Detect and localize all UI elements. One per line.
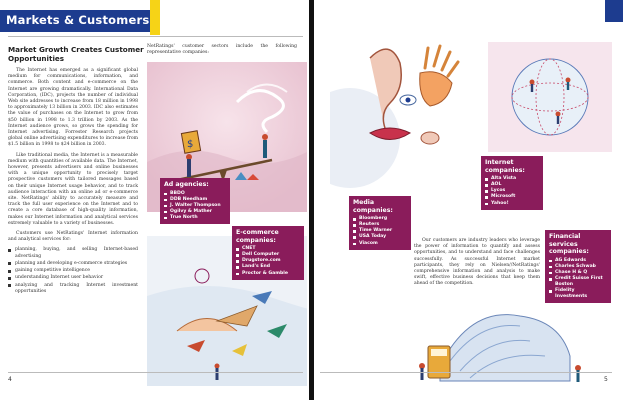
callout-financial xyxy=(545,230,611,303)
company-item: Viacom xyxy=(353,241,407,247)
company-item: Yahoo! xyxy=(485,201,539,207)
list-item: analyzing and tracking Internet investment opportunities xyxy=(8,283,138,295)
company-item: Bloomberg xyxy=(353,216,407,222)
callout-media xyxy=(349,196,411,250)
left-body xyxy=(8,68,138,296)
company-item: Microsoft xyxy=(485,194,539,200)
list-item: planning and developing e-commerce strategies xyxy=(8,261,138,267)
callout-ecommerce xyxy=(232,226,304,280)
company-item: Drugstore.com xyxy=(236,258,300,264)
company-item: Land's End xyxy=(236,264,300,270)
face-hands-illustration xyxy=(330,28,470,198)
header-accent xyxy=(150,0,160,35)
company-item: USA Today xyxy=(353,234,407,240)
company-item: Fidelity Investments xyxy=(549,288,607,300)
header-rule xyxy=(8,36,303,37)
page-number: 4 xyxy=(8,376,12,383)
callout-title: Media companies: xyxy=(353,199,393,214)
paragraph: Like traditional media, the Internet is a measurable medium with quantities of available data. The Internet, however, presents advertisers and online businesses with a unique opportunity to precisely target prospective customers with tailored messages based on their unique Internet usage behavior, and to track audience interaction with an online ad or e-commerce site. NetRatings' ability to accurately measure and track the full user experience on the Internet and to create a core database of high-quality information, makes our Internet information and analytical services extremely valuable to a variety of businesses. xyxy=(8,152,138,226)
page-spine xyxy=(309,0,314,400)
callout-title: Ad agencies: xyxy=(164,181,209,188)
company-item: CNET xyxy=(236,246,300,252)
company-item: BBDO xyxy=(164,191,226,197)
company-item: Credit Suisse First Boston xyxy=(549,276,607,288)
company-item: Chase H & Q xyxy=(549,270,607,276)
paragraph: Customers use NetRatings' Internet information and analytical services for: xyxy=(8,231,138,243)
corner-accent xyxy=(605,0,623,22)
paragraph: Our customers are industry leaders who leverage the power of information to quantify and assess opportunities, and to understand and face challenges successfully. As successful Internet market participants, they rely on Nielsen//NetRatings' comprehensive information and analysis to make swift, effective business decisions that keep them ahead of the competition. xyxy=(414,238,540,287)
services-list xyxy=(8,247,138,294)
company-item: AOL xyxy=(485,182,539,188)
company-item: Charles Schwab xyxy=(549,264,607,270)
company-item: True North xyxy=(164,215,226,221)
company-item: Time Warner xyxy=(353,228,407,234)
company-item: Dell Computer xyxy=(236,252,300,258)
callout-internet xyxy=(481,156,543,210)
callout-title: Internet companies: xyxy=(485,159,525,174)
list-item: planning, buying, and selling Internet-based advertising xyxy=(8,247,138,259)
article-heading: Market Growth Creates Customer Opportunities xyxy=(8,45,144,63)
footer-rule xyxy=(320,372,612,373)
company-item: Lycos xyxy=(485,188,539,194)
company-item: Reuters xyxy=(353,222,407,228)
company-item: DDB Needham xyxy=(164,197,226,203)
svg-text:$: $ xyxy=(187,139,194,150)
callout-ad-agencies xyxy=(160,178,230,224)
section-title: Markets & Customers xyxy=(6,13,150,27)
list-item: understanding Internet user behavior xyxy=(8,275,138,281)
company-item: J. Walter Thompson xyxy=(164,203,226,209)
paragraph: The Internet has emerged as a significant global medium for communications, information, and commerce. Both content and e-commerce on the Internet are growing dramatically. International Data Corporation, (IDC), projects the number of individual Web site addresses to increase from 18 million in 1998 to approximately 13 billion in 2003. IDC also estimates the value of purchases on the Internet to grow from $50 billion in 1998 to 1.3 trillion by 2003. As the Internet audience grows, so grows the spending for Internet advertising. Forrester Research projects global online advertising expenditures to increase from $1.5 billion in 1998 to $24 billion in 2003. xyxy=(8,68,138,148)
right-body xyxy=(414,238,540,292)
company-item: AG Edwards xyxy=(549,258,607,264)
page-number: 5 xyxy=(604,376,608,383)
list-item: gaining competitive intelligence xyxy=(8,268,138,274)
footer-rule xyxy=(8,372,303,373)
callout-title: Financial services companies: xyxy=(549,233,589,256)
company-item: Ogilvy & Mather xyxy=(164,209,226,215)
company-item: Proctor & Gamble xyxy=(236,271,300,277)
globe-illustration xyxy=(488,42,612,152)
company-item: Alta Vista xyxy=(485,176,539,182)
callout-title: E-commerce companies: xyxy=(236,229,279,244)
sector-intro: NetRatings' customer sectors include the following representative companies: xyxy=(147,44,297,56)
